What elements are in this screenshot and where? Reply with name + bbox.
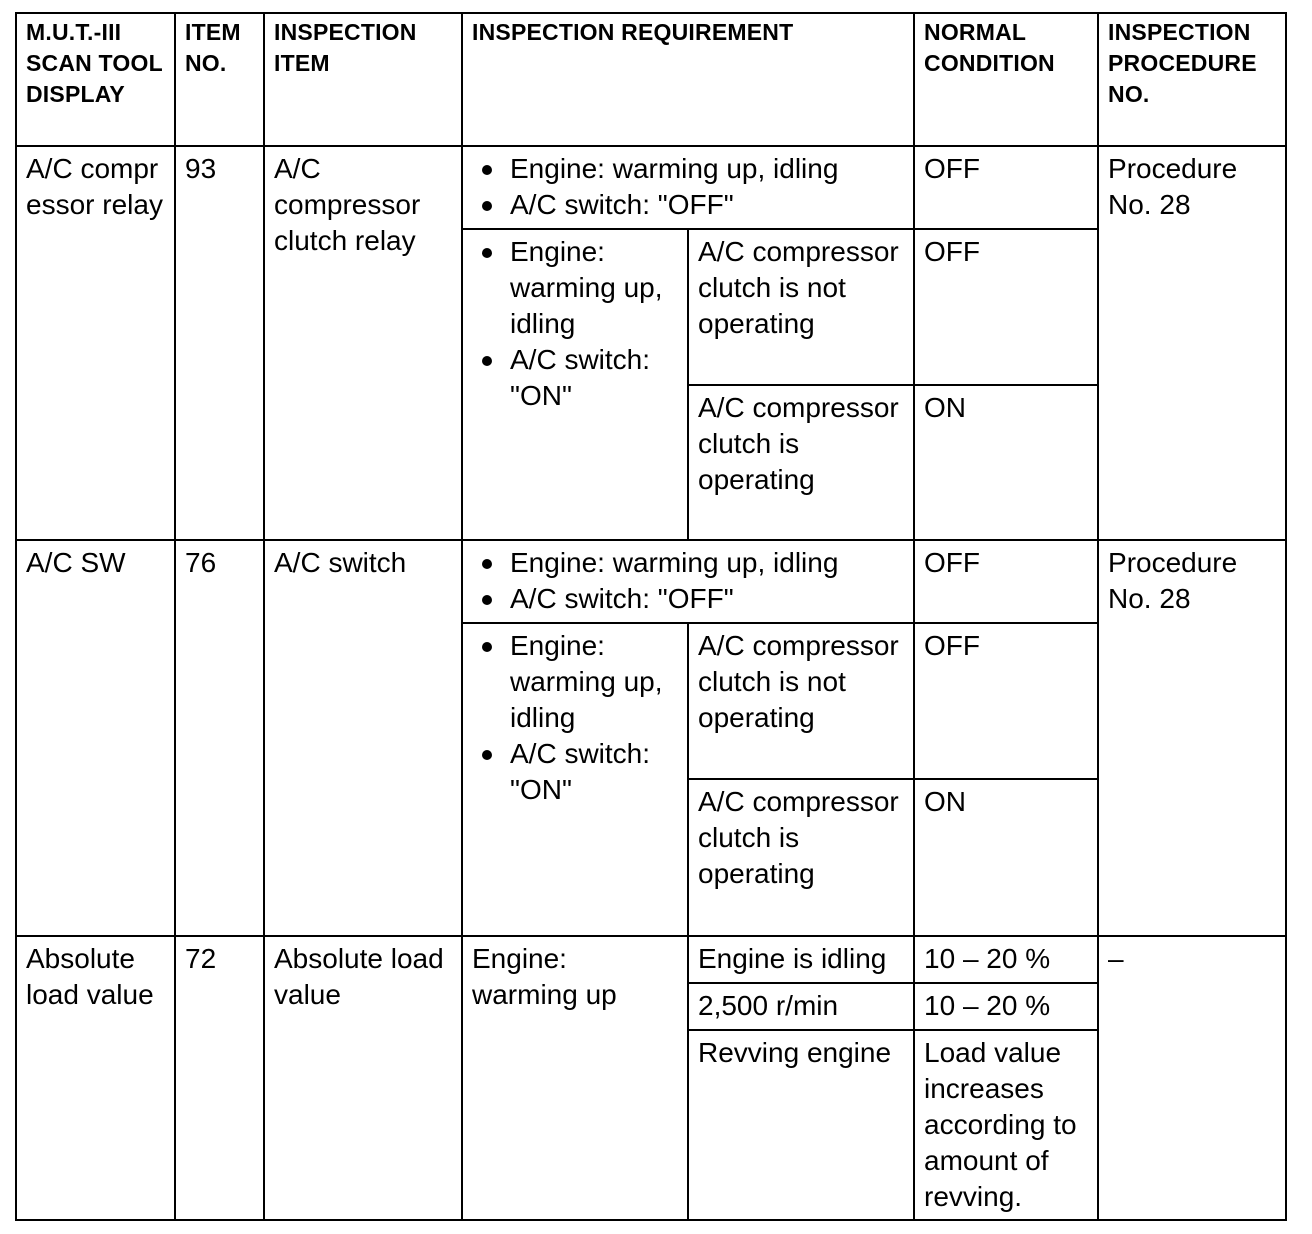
header-inspection-requirement: INSPECTION REQUIREMENT bbox=[462, 13, 914, 146]
requirement-switch-off-cell bbox=[462, 540, 914, 623]
bullet-icon bbox=[482, 559, 492, 569]
inspection-item-cell: A/C compressor clutch relay bbox=[264, 146, 462, 540]
table-row bbox=[16, 540, 1286, 623]
procedure-cell: – bbox=[1098, 936, 1286, 1220]
bullet-icon bbox=[482, 750, 492, 760]
subcondition-cell: A/C compressor clutch is not operating bbox=[688, 229, 914, 385]
normal-condition-cell: OFF bbox=[914, 623, 1098, 779]
header-scan-tool-display: M.U.T.-III SCAN TOOL DISPLAY bbox=[16, 13, 175, 146]
procedure-cell: Procedure No. 28 bbox=[1098, 146, 1286, 540]
normal-condition-cell: ON bbox=[914, 385, 1098, 540]
requirement-switch-on-cell bbox=[462, 623, 688, 936]
bullet-icon bbox=[482, 248, 492, 258]
inspection-item-cell: Absolute load value bbox=[264, 936, 462, 1220]
inspection-item-cell: A/C switch bbox=[264, 540, 462, 936]
header-row bbox=[16, 13, 1286, 146]
normal-condition-cell: 10 – 20 % bbox=[914, 983, 1098, 1030]
normal-condition-cell: ON bbox=[914, 779, 1098, 936]
bullet-icon bbox=[482, 356, 492, 366]
requirement-bullet: A/C switch: "ON" bbox=[472, 736, 679, 808]
inspection-table bbox=[15, 12, 1287, 1221]
procedure-cell: Procedure No. 28 bbox=[1098, 540, 1286, 936]
normal-condition-cell: Load value increases according to amount of revving. bbox=[914, 1030, 1098, 1220]
requirement-bullet: A/C switch: "ON" bbox=[472, 342, 679, 414]
requirement-bullet: Engine: warming up, idling bbox=[472, 628, 679, 736]
header-inspection-procedure-no: INSPECTION PROCEDURE NO. bbox=[1098, 13, 1286, 146]
requirement-bullet: Engine: warming up, idling bbox=[472, 151, 905, 187]
bullet-icon bbox=[482, 165, 492, 175]
item-no-cell: 93 bbox=[175, 146, 264, 540]
bullet-icon bbox=[482, 201, 492, 211]
header-inspection-item: INSPECTION ITEM bbox=[264, 13, 462, 146]
normal-condition-cell: 10 – 20 % bbox=[914, 936, 1098, 983]
header-normal-condition: NORMAL CONDITION bbox=[914, 13, 1098, 146]
requirement-bullet: A/C switch: "OFF" bbox=[472, 581, 905, 617]
bullet-icon bbox=[482, 642, 492, 652]
bullet-icon bbox=[482, 595, 492, 605]
item-no-cell: 72 bbox=[175, 936, 264, 1220]
item-no-cell: 76 bbox=[175, 540, 264, 936]
scan-tool-display-cell: Absolute load value bbox=[16, 936, 175, 1220]
subcondition-cell: A/C compressor clutch is operating bbox=[688, 385, 914, 540]
scan-tool-display-cell: A/C compressor relay bbox=[16, 146, 175, 540]
requirement-bullet: Engine: warming up, idling bbox=[472, 234, 679, 342]
subcondition-cell: A/C compressor clutch is operating bbox=[688, 779, 914, 936]
subcondition-cell: Revving engine bbox=[688, 1030, 914, 1220]
subcondition-cell: 2,500 r/min bbox=[688, 983, 914, 1030]
normal-condition-cell: OFF bbox=[914, 146, 1098, 229]
requirement-switch-on-cell bbox=[462, 229, 688, 540]
scan-tool-display-cell: A/C SW bbox=[16, 540, 175, 936]
requirement-bullet: Engine: warming up, idling bbox=[472, 545, 905, 581]
requirement-bullet: A/C switch: "OFF" bbox=[472, 187, 905, 223]
subcondition-cell: A/C compressor clutch is not operating bbox=[688, 623, 914, 779]
normal-condition-cell: OFF bbox=[914, 540, 1098, 623]
requirement-cell: Engine: warming up bbox=[462, 936, 688, 1220]
requirement-switch-off-cell bbox=[462, 146, 914, 229]
normal-condition-cell: OFF bbox=[914, 229, 1098, 385]
table-row bbox=[16, 936, 1286, 983]
header-item-no: ITEM NO. bbox=[175, 13, 264, 146]
subcondition-cell: Engine is idling bbox=[688, 936, 914, 983]
table-row bbox=[16, 146, 1286, 229]
